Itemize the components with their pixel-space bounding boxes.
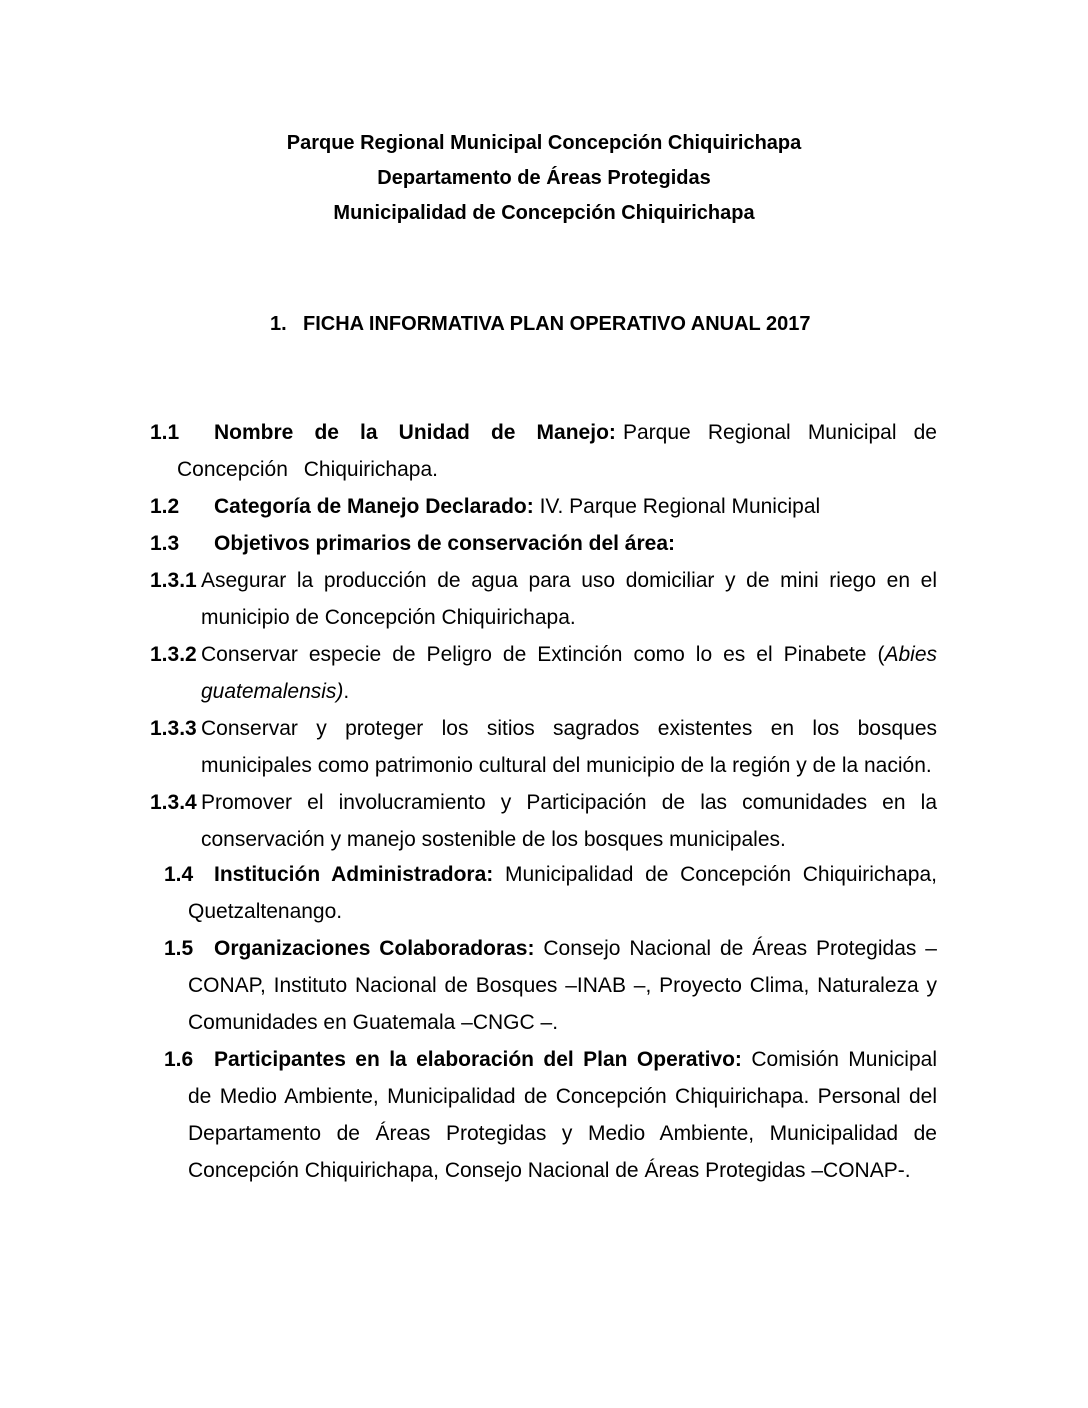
document-header xyxy=(0,126,1088,231)
item-tail: . xyxy=(343,680,350,703)
item-number: 1.3.1 xyxy=(150,569,197,592)
item-body xyxy=(188,930,937,1041)
item-text: Conservar especie de Peligro de Extinción como lo es el Pinabete ( xyxy=(201,643,885,666)
item-body xyxy=(188,1041,937,1189)
item-label: Nombre de la Unidad de Manejo: xyxy=(214,421,616,444)
item-text: IV. Parque Regional Municipal xyxy=(539,495,821,518)
item-body xyxy=(188,856,937,930)
item-body xyxy=(201,710,937,784)
item-text: Asegurar la producción de agua para uso domiciliar y de mini riego en el municipio de Concepción Chiquirichapa. xyxy=(201,569,937,629)
item-number: 1.6 xyxy=(164,1048,194,1071)
item-italic-text: Abies guatemalensis) xyxy=(201,643,937,703)
item-text: Parque Regional Municipal de Concepción Chiquirichapa. xyxy=(177,421,937,481)
item-number: 1.5 xyxy=(164,937,194,960)
item-body xyxy=(201,562,937,636)
item-text: Conservar y proteger los sitios sagrados existentes en los bosques municipales como patrimonio cultural del municipio de la región y de la nación. xyxy=(201,717,937,777)
item-number: 1.3 xyxy=(150,532,180,555)
item-number: 1.4 xyxy=(164,863,194,886)
item-body xyxy=(214,488,820,525)
header-department: Departamento de Áreas Protegidas xyxy=(377,167,711,189)
item-text: Consejo Nacional de Áreas Protegidas –CONAP, Instituto Nacional de Bosques –INAB –, Proyecto Clima, Naturaleza y Comunidades en Guatemala –CNGC –. xyxy=(188,937,937,1034)
item-number: 1.1 xyxy=(150,421,180,444)
item-body xyxy=(177,414,937,488)
item-label: Participantes en la elaboración del Plan Operativo: xyxy=(214,1048,742,1071)
item-body xyxy=(201,784,937,858)
item-body xyxy=(201,636,937,710)
item-text: Comisión Municipal de Medio Ambiente, Municipalidad de Concepción Chiquirichapa. Personal del Departamento de Áreas Protegidas y Medio Ambiente, Municipalidad de Concepción Chiquirichapa, Consejo Nacional de Áreas Protegidas –CONAP-. xyxy=(188,1048,937,1182)
section-title-text: FICHA INFORMATIVA PLAN OPERATIVO ANUAL 2017 xyxy=(303,313,811,335)
item-number: 1.3.2 xyxy=(150,643,197,666)
item-number: 1.3.4 xyxy=(150,791,197,814)
item-label: Objetivos primarios de conservación del área: xyxy=(214,532,676,555)
item-label: Categoría de Manejo Declarado: xyxy=(214,495,534,518)
item-body xyxy=(214,525,675,562)
item-text: Promover el involucramiento y Participación de las comunidades en la conservación y manejo sostenible de los bosques municipales. xyxy=(201,791,937,851)
item-label: Institución Administradora: xyxy=(214,863,494,886)
item-number: 1.2 xyxy=(150,495,180,518)
item-text: Municipalidad de Concepción Chiquirichapa, Quetzaltenango. xyxy=(188,863,937,923)
header-park-name: Parque Regional Municipal Concepción Chiquirichapa xyxy=(286,132,802,154)
item-number: 1.3.3 xyxy=(150,717,197,740)
section-number: 1. xyxy=(270,313,287,335)
section-title xyxy=(270,309,810,339)
item-label: Organizaciones Colaboradoras: xyxy=(214,937,535,960)
header-municipality: Municipalidad de Concepción Chiquirichapa xyxy=(333,202,755,224)
